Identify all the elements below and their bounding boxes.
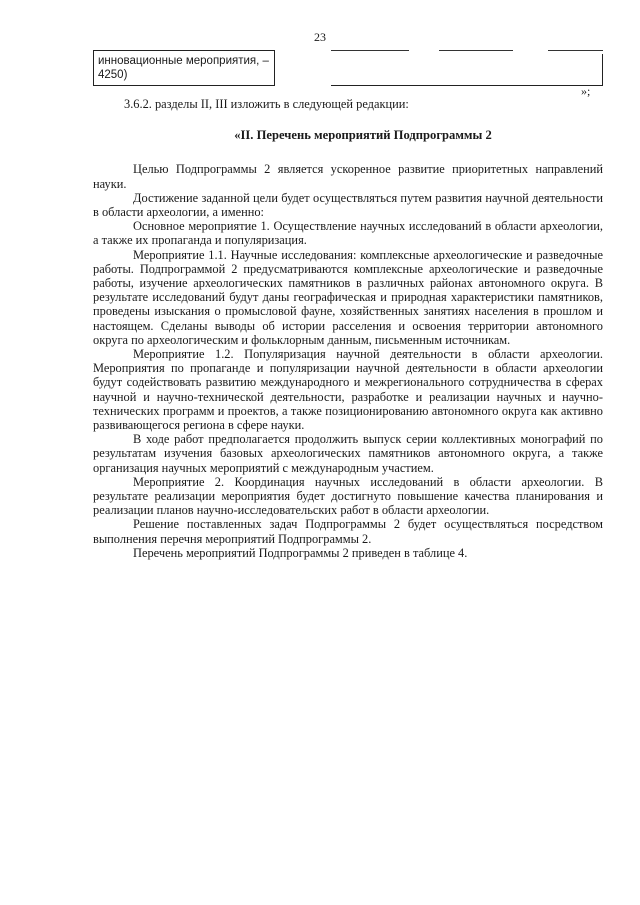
section-title: «II. Перечень мероприятий Подпрограммы 2 xyxy=(234,128,492,143)
paragraph-achievement: Достижение заданной цели будет осуществляться путем развития научной деятельности в области археологии, а именно: xyxy=(93,190,603,220)
paragraph-goal: Целью Подпрограммы 2 является ускоренное развитие приоритетных направлений науки. xyxy=(93,162,603,191)
table-fragment xyxy=(93,50,603,98)
intro-line: 3.6.2. разделы II, III изложить в следующей редакции: xyxy=(124,97,409,111)
closing-quote: »; xyxy=(581,84,591,98)
paragraph-table-ref: Перечень мероприятий Подпрограммы 2 приведен в таблице 4. xyxy=(133,545,468,560)
table-cell-left: инновационные мероприятия, – 4250) xyxy=(93,50,275,86)
table-rule xyxy=(331,50,409,51)
table-rule xyxy=(548,50,603,51)
paragraph-measure-1-2: Мероприятие 1.2. Популяризация научной деятельности в области археологии. Мероприятия по пропаганде и популяризации научной деятельности в области археологии будут содействовать развитию международного и межрегионального сотрудничества в сферах научной и научно-технической деятельности, разработке и реализации научных и научно-технических программ и проектов, а также позиционированию автономного округа как активно развивающегося региона в сфере науки. xyxy=(93,347,603,433)
page-number: 23 xyxy=(314,30,326,44)
paragraph-solution: Решение поставленных задач Подпрограммы 2 будет осуществляться посредством выполнения перечня мероприятий Подпрограммы 2. xyxy=(93,517,603,546)
paragraph-measure-2: Мероприятие 2. Координация научных исследований в области археологии. В результате реализации мероприятия будет достигнуто повышение качества планирования и реализации планов научно-исследовательских работ в области археологии. xyxy=(93,474,603,518)
table-rule xyxy=(439,50,513,51)
document-body xyxy=(93,97,603,560)
paragraph-measure-1-1: Мероприятие 1.1. Научные исследования: комплексные археологические и разведочные работы. Подпрограммой 2 предусматриваются комплексные археологические и разведочные работы, изучение археологических памятников в различных районах автономного округа. В результате исследований будут даны географическая и природная характеристики памятников, проведены изыскания о промысловой фауне, хозяйственных занятиях населения в прошлом и настоящем. Сделаны выводы об истории расселения и освоения территории автономного округа по археологическим и фольклорным данным, письменным источникам. xyxy=(93,247,603,347)
paragraph-monographs: В ходе работ предполагается продолжить выпуск серии коллективных монографий по результатам изучения базовых археологических памятников автономного округа, а также организация научных мероприятий с международным участием. xyxy=(93,432,603,475)
paragraph-main-measure: Основное мероприятие 1. Осуществление научных исследований в области археологии, а также их пропаганда и популяризация. xyxy=(93,219,603,248)
table-cell-right xyxy=(331,54,603,86)
